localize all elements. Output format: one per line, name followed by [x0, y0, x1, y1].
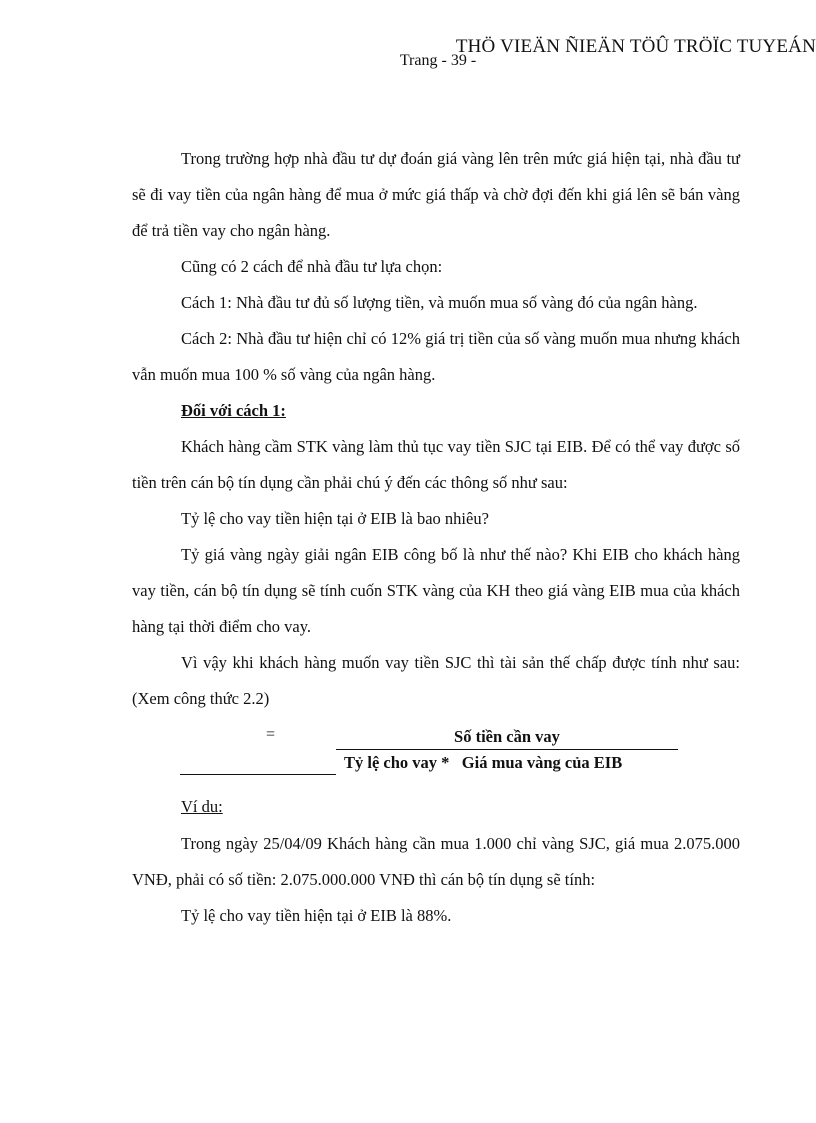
- formula-fraction-line: [336, 749, 678, 750]
- paragraph-exchange-rate: Tỷ giá vàng ngày giải ngân EIB công bố là như thế nào? Khi EIB cho khách hàng vay tiền, cán bộ tín dụng sẽ tính cuốn STK vàng của KH theo giá vàng EIB mua của khách hàng tại thời điểm cho vay.: [132, 545, 740, 636]
- paragraph-two-options: Cũng có 2 cách để nhà đầu tư lựa chọn:: [181, 257, 443, 276]
- collateral-formula: [132, 719, 740, 797]
- example-label: Ví du:: [181, 797, 223, 816]
- formula-blank-result-line: [180, 774, 336, 775]
- section-heading-option-1: Đối với cách 1:: [181, 401, 286, 420]
- paragraph-intro: Trong trường hợp nhà đầu tư dự đoán giá vàng lên trên mức giá hiện tại, nhà đầu tư sẽ đi vay tiền của ngân hàng để mua ở mức giá thấp và chờ đợi đến khi giá lên sẽ bán vàng để trả tiền vay cho ngân hàng.: [132, 149, 740, 240]
- formula-denominator: Tỷ lệ cho vay * Giá mua vàng của EIB: [344, 753, 623, 772]
- paragraph-loan-procedure: Khách hàng cầm STK vàng làm thủ tục vay tiền SJC tại EIB. Để có thể vay được số tiền trên cán bộ tín dụng cần phải chú ý đến các thông số như sau:: [132, 437, 740, 492]
- library-watermark: THÖ VIEÄN ÑIEÄN TÖÛ TRÖÏC TUYEÁN: [455, 36, 816, 57]
- paragraph-loan-ratio-question: Tỷ lệ cho vay tiền hiện tại ở EIB là bao nhiêu?: [181, 509, 489, 528]
- document-body: [132, 141, 740, 934]
- paragraph-collateral: Vì vậy khi khách hàng muốn vay tiền SJC thì tài sản thế chấp được tính như sau: (Xem công thức 2.2): [132, 653, 740, 708]
- formula-equals-sign: =: [266, 726, 276, 743]
- paragraph-option-2: Cách 2: Nhà đầu tư hiện chỉ có 12% giá trị tiền của số vàng muốn mua nhưng khách vẫn muốn mua 100 % số vàng của ngân hàng.: [132, 329, 740, 384]
- page-number: Trang - 39 -: [399, 52, 477, 69]
- paragraph-loan-ratio-value: Tỷ lệ cho vay tiền hiện tại ở EIB là 88%.: [181, 906, 452, 925]
- paragraph-example: Trong ngày 25/04/09 Khách hàng cần mua 1.000 chỉ vàng SJC, giá mua 2.075.000 VNĐ, phải có số tiền: 2.075.000.000 VNĐ thì cán bộ tín dụng sẽ tính:: [132, 834, 740, 889]
- paragraph-option-1: Cách 1: Nhà đầu tư đủ số lượng tiền, và muốn mua số vàng đó của ngân hàng.: [181, 293, 698, 312]
- formula-numerator: Số tiền cần vay: [454, 727, 560, 746]
